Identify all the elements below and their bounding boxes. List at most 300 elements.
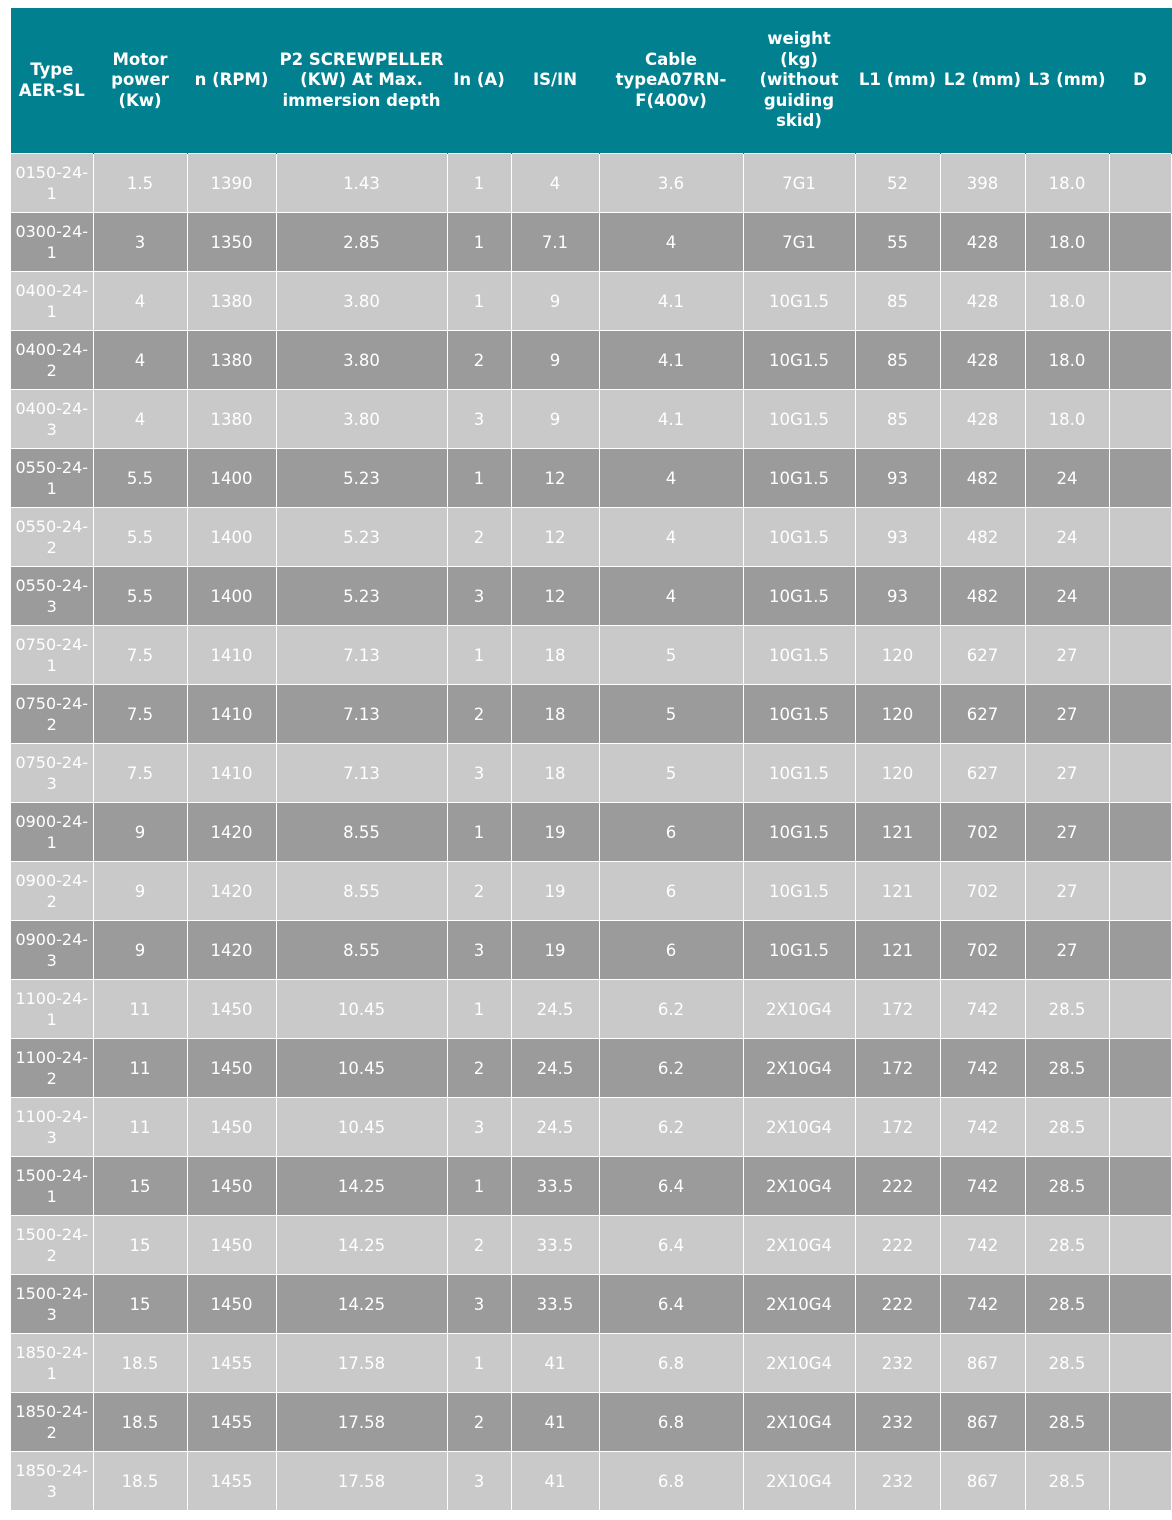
table-row: [11, 1334, 1171, 1393]
table-cell: [1109, 1275, 1171, 1334]
table-cell: 24: [1025, 508, 1109, 567]
table-cell: 1380: [187, 272, 276, 331]
table-cell: 3.80: [276, 390, 447, 449]
table-cell: 12: [511, 567, 599, 626]
table-cell: 222: [855, 1157, 940, 1216]
type-cell: 0900-24-1: [11, 803, 93, 862]
table-cell: 222: [855, 1275, 940, 1334]
table-cell: [1109, 1393, 1171, 1452]
table-cell: 41: [511, 1334, 599, 1393]
table-cell: 1455: [187, 1334, 276, 1393]
table-row: [11, 1216, 1171, 1275]
table-cell: 702: [940, 862, 1025, 921]
table-cell: 18: [511, 744, 599, 803]
column-header: Cable typeA07RN-F(400v): [599, 8, 743, 154]
table-cell: [1109, 685, 1171, 744]
table-cell: 1380: [187, 331, 276, 390]
table-cell: 7.1: [511, 213, 599, 272]
table-row: [11, 744, 1171, 803]
table-cell: 1420: [187, 921, 276, 980]
table-row: [11, 685, 1171, 744]
table-cell: 5.23: [276, 508, 447, 567]
table-cell: [1109, 1157, 1171, 1216]
table-cell: 1: [447, 272, 511, 331]
table-cell: 4.1: [599, 331, 743, 390]
column-header: L1 (mm): [855, 8, 940, 154]
table-row: [11, 567, 1171, 626]
table-cell: 428: [940, 390, 1025, 449]
table-cell: 33.5: [511, 1157, 599, 1216]
table-cell: 742: [940, 1157, 1025, 1216]
table-cell: 28.5: [1025, 1039, 1109, 1098]
table-cell: 2: [447, 1393, 511, 1452]
table-cell: [1109, 331, 1171, 390]
table-cell: 12: [511, 449, 599, 508]
table-cell: 121: [855, 921, 940, 980]
table-row: [11, 213, 1171, 272]
table-cell: 27: [1025, 921, 1109, 980]
table-cell: 3: [447, 567, 511, 626]
type-cell: 1500-24-3: [11, 1275, 93, 1334]
table-cell: 232: [855, 1334, 940, 1393]
table-cell: 18.0: [1025, 390, 1109, 449]
table-cell: 3.6: [599, 154, 743, 213]
table-cell: 10G1.5: [743, 390, 855, 449]
table-cell: 1390: [187, 154, 276, 213]
table-cell: [1109, 1098, 1171, 1157]
table-cell: 41: [511, 1452, 599, 1511]
table-row: [11, 154, 1171, 213]
table-cell: 8.55: [276, 862, 447, 921]
table-cell: 867: [940, 1334, 1025, 1393]
table-cell: 19: [511, 921, 599, 980]
table-cell: [1109, 449, 1171, 508]
table-cell: 120: [855, 626, 940, 685]
table-cell: 1: [447, 154, 511, 213]
table-cell: 85: [855, 272, 940, 331]
table-cell: 2X10G4: [743, 1216, 855, 1275]
table-cell: 9: [511, 272, 599, 331]
table-cell: 9: [511, 390, 599, 449]
table-cell: 1380: [187, 390, 276, 449]
table-row: [11, 626, 1171, 685]
table-row: [11, 921, 1171, 980]
table-cell: 24.5: [511, 980, 599, 1039]
type-cell: 1850-24-1: [11, 1334, 93, 1393]
table-cell: 1450: [187, 1216, 276, 1275]
table-cell: 1410: [187, 626, 276, 685]
table-cell: 7.5: [93, 685, 187, 744]
table-cell: 17.58: [276, 1393, 447, 1452]
table-cell: 10.45: [276, 1098, 447, 1157]
type-cell: 0900-24-2: [11, 862, 93, 921]
table-cell: 1350: [187, 213, 276, 272]
table-cell: 702: [940, 803, 1025, 862]
table-cell: 27: [1025, 803, 1109, 862]
table-cell: 2: [447, 685, 511, 744]
table-cell: 232: [855, 1452, 940, 1511]
table-cell: 9: [511, 331, 599, 390]
table-cell: 627: [940, 744, 1025, 803]
table-cell: 3: [447, 921, 511, 980]
table-cell: 6.8: [599, 1452, 743, 1511]
table-cell: 4: [599, 567, 743, 626]
table-cell: 15: [93, 1216, 187, 1275]
type-cell: 1500-24-1: [11, 1157, 93, 1216]
column-header: L2 (mm): [940, 8, 1025, 154]
table-cell: 428: [940, 272, 1025, 331]
type-cell: 0550-24-3: [11, 567, 93, 626]
table-row: [11, 1157, 1171, 1216]
type-cell: 0400-24-1: [11, 272, 93, 331]
table-row: [11, 508, 1171, 567]
table-cell: 1400: [187, 449, 276, 508]
table-cell: 33.5: [511, 1216, 599, 1275]
table-cell: 172: [855, 1098, 940, 1157]
table-cell: 1: [447, 1157, 511, 1216]
table-cell: 1: [447, 1334, 511, 1393]
type-cell: 1850-24-2: [11, 1393, 93, 1452]
table-cell: 14.25: [276, 1216, 447, 1275]
table-cell: 1420: [187, 803, 276, 862]
table-cell: 482: [940, 508, 1025, 567]
table-cell: 27: [1025, 744, 1109, 803]
table-cell: 2: [447, 1039, 511, 1098]
table-cell: 6.2: [599, 1098, 743, 1157]
table-cell: 28.5: [1025, 1157, 1109, 1216]
table-row: [11, 449, 1171, 508]
table-cell: [1109, 1452, 1171, 1511]
type-cell: 0750-24-1: [11, 626, 93, 685]
table-cell: 742: [940, 1039, 1025, 1098]
table-cell: 222: [855, 1216, 940, 1275]
table-cell: 18.5: [93, 1452, 187, 1511]
table-cell: 1455: [187, 1452, 276, 1511]
table-cell: 41: [511, 1393, 599, 1452]
table-cell: [1109, 567, 1171, 626]
table-cell: 1: [447, 626, 511, 685]
table-cell: 1410: [187, 685, 276, 744]
table-cell: 1410: [187, 744, 276, 803]
table-cell: 3: [447, 1275, 511, 1334]
header-row: [11, 8, 1171, 154]
table-cell: 5: [599, 626, 743, 685]
table-body: [11, 154, 1171, 1511]
type-cell: 0400-24-3: [11, 390, 93, 449]
table-cell: 3.80: [276, 331, 447, 390]
table-cell: [1109, 803, 1171, 862]
table-cell: [1109, 508, 1171, 567]
type-cell: 1850-24-3: [11, 1452, 93, 1511]
table-cell: 4: [93, 272, 187, 331]
table-cell: 4: [599, 449, 743, 508]
table-cell: 172: [855, 980, 940, 1039]
table-cell: [1109, 213, 1171, 272]
table-cell: 4.1: [599, 272, 743, 331]
table-cell: 24.5: [511, 1098, 599, 1157]
table-cell: 6: [599, 862, 743, 921]
table-cell: 9: [93, 921, 187, 980]
table-cell: 742: [940, 980, 1025, 1039]
type-cell: 1500-24-2: [11, 1216, 93, 1275]
table-cell: 18.5: [93, 1334, 187, 1393]
table-cell: 120: [855, 744, 940, 803]
spec-table-container[interactable]: [11, 8, 1147, 1511]
table-cell: 10G1.5: [743, 685, 855, 744]
table-cell: [1109, 862, 1171, 921]
table-cell: 5.5: [93, 567, 187, 626]
table-cell: 482: [940, 449, 1025, 508]
table-cell: 27: [1025, 626, 1109, 685]
table-cell: 7.13: [276, 744, 447, 803]
table-cell: 121: [855, 862, 940, 921]
table-cell: 867: [940, 1452, 1025, 1511]
table-cell: 3: [447, 1098, 511, 1157]
table-cell: 6.4: [599, 1275, 743, 1334]
table-row: [11, 272, 1171, 331]
type-cell: 1100-24-1: [11, 980, 93, 1039]
table-cell: 172: [855, 1039, 940, 1098]
table-cell: 7.13: [276, 685, 447, 744]
table-cell: 2: [447, 508, 511, 567]
table-row: [11, 390, 1171, 449]
table-cell: 482: [940, 567, 1025, 626]
table-cell: 7G1: [743, 154, 855, 213]
table-cell: 28.5: [1025, 1334, 1109, 1393]
table-cell: 428: [940, 213, 1025, 272]
table-cell: 6.4: [599, 1157, 743, 1216]
type-cell: 1100-24-2: [11, 1039, 93, 1098]
table-cell: 2: [447, 331, 511, 390]
table-cell: 1450: [187, 1039, 276, 1098]
table-cell: 3: [447, 390, 511, 449]
table-cell: 8.55: [276, 921, 447, 980]
table-row: [11, 803, 1171, 862]
table-cell: 28.5: [1025, 1216, 1109, 1275]
table-cell: 19: [511, 803, 599, 862]
table-cell: 6.8: [599, 1393, 743, 1452]
type-cell: 0900-24-3: [11, 921, 93, 980]
table-cell: 55: [855, 213, 940, 272]
table-cell: 10G1.5: [743, 272, 855, 331]
type-cell: 0150-24-1: [11, 154, 93, 213]
table-cell: [1109, 744, 1171, 803]
table-cell: [1109, 1039, 1171, 1098]
column-header: In (A): [447, 8, 511, 154]
type-cell: 1100-24-3: [11, 1098, 93, 1157]
table-cell: 18.5: [93, 1393, 187, 1452]
table-cell: 28.5: [1025, 980, 1109, 1039]
table-cell: 10.45: [276, 980, 447, 1039]
table-cell: 6.2: [599, 980, 743, 1039]
table-row: [11, 980, 1171, 1039]
table-cell: [1109, 272, 1171, 331]
table-cell: 7.5: [93, 744, 187, 803]
table-cell: 11: [93, 1039, 187, 1098]
table-cell: 18.0: [1025, 331, 1109, 390]
table-cell: 8.55: [276, 803, 447, 862]
table-cell: 3.80: [276, 272, 447, 331]
table-cell: 10G1.5: [743, 567, 855, 626]
table-cell: 867: [940, 1393, 1025, 1452]
table-cell: 18.0: [1025, 154, 1109, 213]
table-row: [11, 1098, 1171, 1157]
column-header: P2 SCREWPELLER (KW) At Max. immersion depth: [276, 8, 447, 154]
table-cell: 1: [447, 803, 511, 862]
table-row: [11, 1275, 1171, 1334]
table-cell: 6.2: [599, 1039, 743, 1098]
table-cell: 10.45: [276, 1039, 447, 1098]
table-cell: 1: [447, 449, 511, 508]
table-cell: 28.5: [1025, 1452, 1109, 1511]
table-cell: 6: [599, 921, 743, 980]
table-cell: 18.0: [1025, 213, 1109, 272]
column-header: weight (kg) (without guiding skid): [743, 8, 855, 154]
table-cell: 18: [511, 685, 599, 744]
column-header: D: [1109, 8, 1171, 154]
table-cell: 2X10G4: [743, 980, 855, 1039]
table-cell: 1420: [187, 862, 276, 921]
type-cell: 0300-24-1: [11, 213, 93, 272]
table-cell: 4: [599, 508, 743, 567]
table-cell: 24: [1025, 567, 1109, 626]
table-cell: 17.58: [276, 1334, 447, 1393]
table-cell: 14.25: [276, 1275, 447, 1334]
table-cell: [1109, 154, 1171, 213]
table-cell: 19: [511, 862, 599, 921]
table-cell: 5: [599, 685, 743, 744]
table-cell: 5.5: [93, 449, 187, 508]
table-cell: 14.25: [276, 1157, 447, 1216]
table-cell: 10G1.5: [743, 626, 855, 685]
type-cell: 0550-24-2: [11, 508, 93, 567]
table-cell: 27: [1025, 685, 1109, 744]
table-cell: [1109, 390, 1171, 449]
table-cell: 10G1.5: [743, 508, 855, 567]
table-cell: 15: [93, 1275, 187, 1334]
table-cell: 121: [855, 803, 940, 862]
table-cell: 398: [940, 154, 1025, 213]
table-cell: [1109, 921, 1171, 980]
column-header: IS/IN: [511, 8, 599, 154]
table-cell: 2: [447, 1216, 511, 1275]
table-cell: 2: [447, 862, 511, 921]
table-cell: 1400: [187, 567, 276, 626]
table-cell: 5: [599, 744, 743, 803]
table-cell: 28.5: [1025, 1275, 1109, 1334]
table-cell: 7G1: [743, 213, 855, 272]
table-cell: 1.5: [93, 154, 187, 213]
table-cell: 742: [940, 1098, 1025, 1157]
table-cell: 10G1.5: [743, 862, 855, 921]
table-row: [11, 1039, 1171, 1098]
table-cell: 9: [93, 803, 187, 862]
type-cell: 0550-24-1: [11, 449, 93, 508]
table-cell: 17.58: [276, 1452, 447, 1511]
table-cell: 742: [940, 1275, 1025, 1334]
table-cell: 24: [1025, 449, 1109, 508]
table-cell: 1450: [187, 980, 276, 1039]
table-cell: 10G1.5: [743, 331, 855, 390]
table-cell: 627: [940, 685, 1025, 744]
table-cell: 702: [940, 921, 1025, 980]
table-cell: 232: [855, 1393, 940, 1452]
table-cell: 28.5: [1025, 1393, 1109, 1452]
table-cell: 2X10G4: [743, 1039, 855, 1098]
table-cell: 85: [855, 390, 940, 449]
table-cell: 12: [511, 508, 599, 567]
table-cell: 3: [447, 1452, 511, 1511]
table-cell: 6.8: [599, 1334, 743, 1393]
table-cell: 93: [855, 508, 940, 567]
table-cell: 10G1.5: [743, 449, 855, 508]
column-header: Type AER-SL: [11, 8, 93, 154]
table-cell: 4: [599, 213, 743, 272]
specification-table: [11, 8, 1172, 1510]
table-cell: [1109, 1216, 1171, 1275]
table-cell: 4: [93, 390, 187, 449]
table-cell: 5.5: [93, 508, 187, 567]
table-cell: 10G1.5: [743, 803, 855, 862]
type-cell: 0750-24-3: [11, 744, 93, 803]
table-cell: 10G1.5: [743, 744, 855, 803]
table-cell: 2X10G4: [743, 1452, 855, 1511]
table-cell: 15: [93, 1157, 187, 1216]
table-row: [11, 331, 1171, 390]
table-cell: 1450: [187, 1098, 276, 1157]
table-cell: [1109, 626, 1171, 685]
table-cell: 18: [511, 626, 599, 685]
table-cell: 7.5: [93, 626, 187, 685]
type-cell: 0750-24-2: [11, 685, 93, 744]
table-cell: 11: [93, 1098, 187, 1157]
table-cell: 2.85: [276, 213, 447, 272]
type-cell: 0400-24-2: [11, 331, 93, 390]
table-cell: 4: [93, 331, 187, 390]
column-header: n (RPM): [187, 8, 276, 154]
table-cell: 11: [93, 980, 187, 1039]
table-cell: 2X10G4: [743, 1275, 855, 1334]
table-cell: 1: [447, 213, 511, 272]
table-cell: 28.5: [1025, 1098, 1109, 1157]
table-cell: 27: [1025, 862, 1109, 921]
table-cell: 33.5: [511, 1275, 599, 1334]
table-cell: 4.1: [599, 390, 743, 449]
table-cell: 6: [599, 803, 743, 862]
table-cell: 3: [93, 213, 187, 272]
table-cell: 7.13: [276, 626, 447, 685]
table-cell: 93: [855, 567, 940, 626]
table-cell: 5.23: [276, 449, 447, 508]
table-cell: 1455: [187, 1393, 276, 1452]
table-cell: 1450: [187, 1275, 276, 1334]
table-row: [11, 1452, 1171, 1511]
table-cell: 1.43: [276, 154, 447, 213]
table-cell: 2X10G4: [743, 1157, 855, 1216]
table-cell: 2X10G4: [743, 1334, 855, 1393]
table-cell: 2X10G4: [743, 1098, 855, 1157]
table-cell: 627: [940, 626, 1025, 685]
table-cell: 10G1.5: [743, 921, 855, 980]
table-cell: 93: [855, 449, 940, 508]
table-row: [11, 862, 1171, 921]
table-cell: [1109, 980, 1171, 1039]
table-cell: 85: [855, 331, 940, 390]
table-cell: [1109, 1334, 1171, 1393]
table-cell: 742: [940, 1216, 1025, 1275]
table-cell: 1400: [187, 508, 276, 567]
table-cell: 2X10G4: [743, 1393, 855, 1452]
